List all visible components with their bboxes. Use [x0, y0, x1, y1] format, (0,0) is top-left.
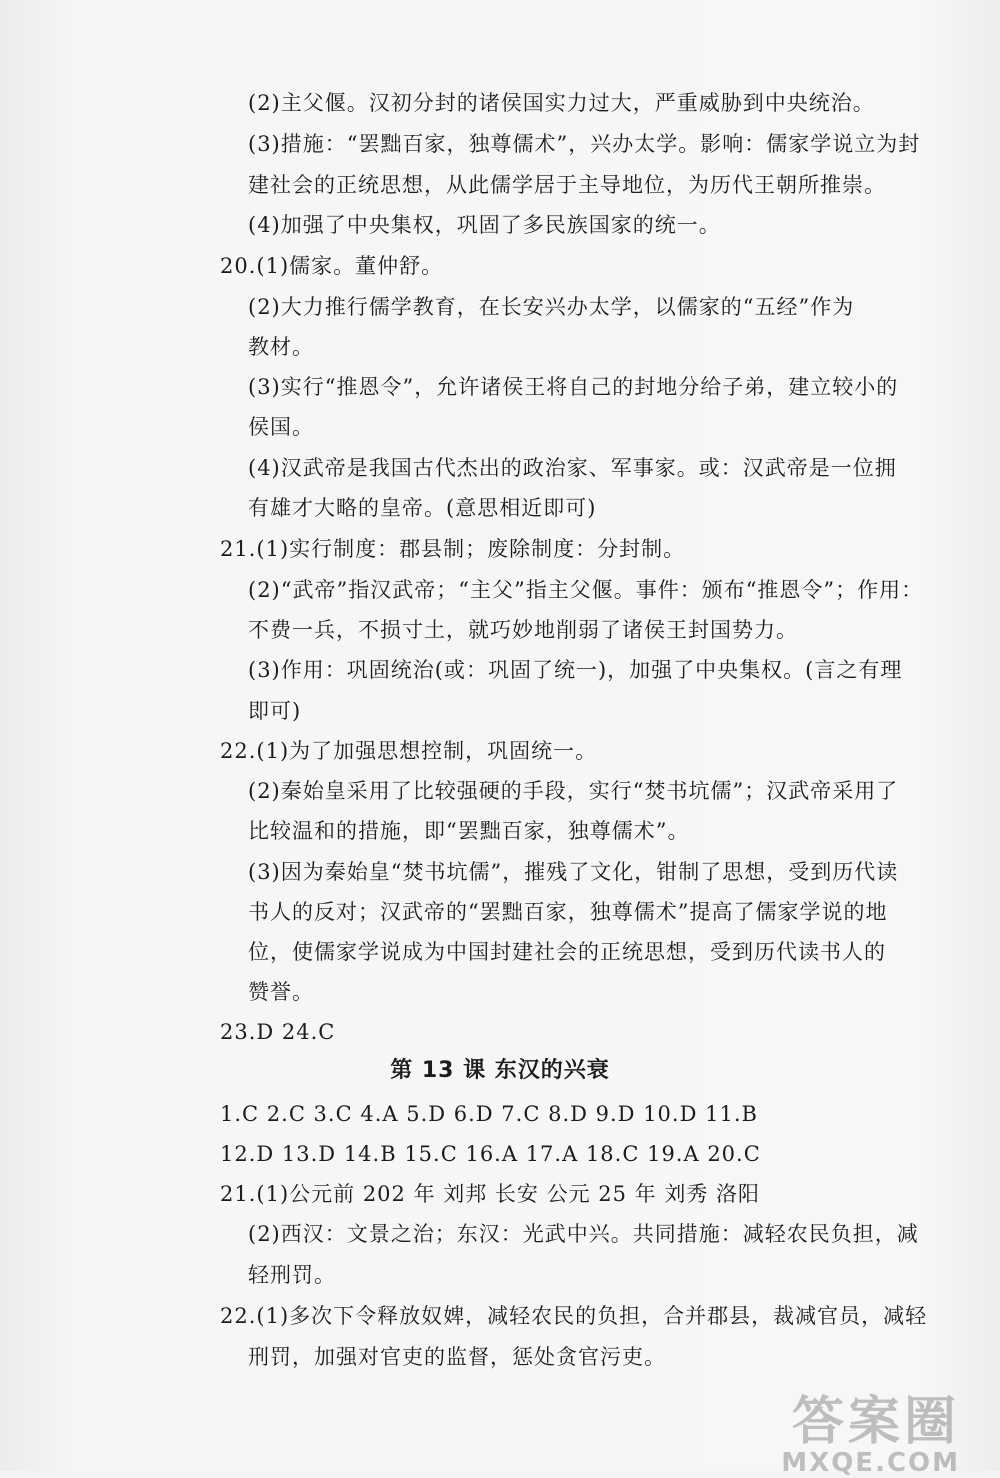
text-line: 22.(1)多次下令释放奴婢，减轻农民的负担，合并郡县，裁减官员，减轻	[220, 1304, 928, 1328]
text-line: (3)实行“推恩令”，允许诸侯王将自己的封地分给子弟，建立较小的	[248, 375, 899, 399]
watermark-text: 答案圈	[791, 1392, 960, 1452]
text-line: 位，使儒家学说成为中国封建社会的正统思想，受到历代读书人的	[248, 940, 886, 964]
text-line: 23.D 24.C	[220, 1020, 336, 1044]
text-line: (4)加强了中央集权，巩固了多民族国家的统一。	[248, 213, 721, 237]
watermark-url: MXQE.COM	[781, 1448, 960, 1478]
text-line: 有雄才大略的皇帝。(意思相近即可)	[248, 496, 597, 520]
text-line: 侯国。	[248, 415, 314, 439]
text-line: 书人的反对；汉武帝的“罢黜百家，独尊儒术”提高了儒家学说的地	[248, 900, 888, 924]
text-line: 赞誉。	[248, 980, 314, 1004]
text-line: 22.(1)为了加强思想控制，巩固统一。	[220, 739, 598, 763]
text-line: 教材。	[248, 335, 314, 359]
text-line: 12.D 13.D 14.B 15.C 16.A 17.A 18.C 19.A 20.C	[220, 1142, 761, 1166]
text-line: (2)秦始皇采用了比较强硬的手段，实行“焚书坑儒”；汉武帝采用了	[248, 779, 899, 803]
text-line: 21.(1)实行制度：郡县制；废除制度：分封制。	[220, 537, 686, 561]
text-line: (2)“武帝”指汉武帝；“主父”指主父偃。事件：颁布“推恩令”；作用：	[248, 578, 924, 602]
text-line: (4)汉武帝是我国古代杰出的政治家、军事家。或：汉武帝是一位拥	[248, 456, 897, 480]
text-line: (3)措施：“罢黜百家，独尊儒术”，兴办太学。影响：儒家学说立为封	[248, 132, 921, 156]
text-line: 即可)	[248, 699, 302, 723]
text-line: (2)大力推行儒学教育，在长安兴办太学，以儒家的“五经”作为	[248, 295, 855, 319]
text-line: 不费一兵，不损寸土，就巧妙地削弱了诸侯王封国势力。	[248, 618, 798, 642]
watermark-logo	[781, 1392, 960, 1478]
text-line: 1.C 2.C 3.C 4.A 5.D 6.D 7.C 8.D 9.D 10.D 11.B	[220, 1102, 758, 1126]
section-title: 第 13 课 东汉的兴衰	[390, 1058, 610, 1083]
text-line: 比较温和的措施，即“罢黜百家，独尊儒术”。	[248, 819, 690, 843]
text-line: 建社会的正统思想，从此儒学居于主导地位，为历代王朝所推崇。	[248, 173, 886, 197]
text-line: 轻刑罚。	[248, 1263, 336, 1287]
text-line: (3)因为秦始皇“焚书坑儒”，摧残了文化，钳制了思想，受到历代读	[248, 860, 899, 884]
text-line: (2)主父偃。汉初分封的诸侯国实力过大，严重威胁到中央统治。	[248, 91, 875, 115]
text-line: (2)西汉：文景之治；东汉：光武中兴。共同措施：减轻农民负担，减	[248, 1222, 919, 1246]
text-line: 20.(1)儒家。董仲舒。	[220, 254, 444, 278]
text-line: 21.(1)公元前 202 年 刘邦 长安 公元 25 年 刘秀 洛阳	[220, 1182, 761, 1206]
text-line: (3)作用：巩固统治(或：巩固了统一)，加强了中央集权。(言之有理	[248, 658, 903, 682]
text-line: 刑罚，加强对官吏的监督，惩处贪官污吏。	[248, 1345, 666, 1369]
